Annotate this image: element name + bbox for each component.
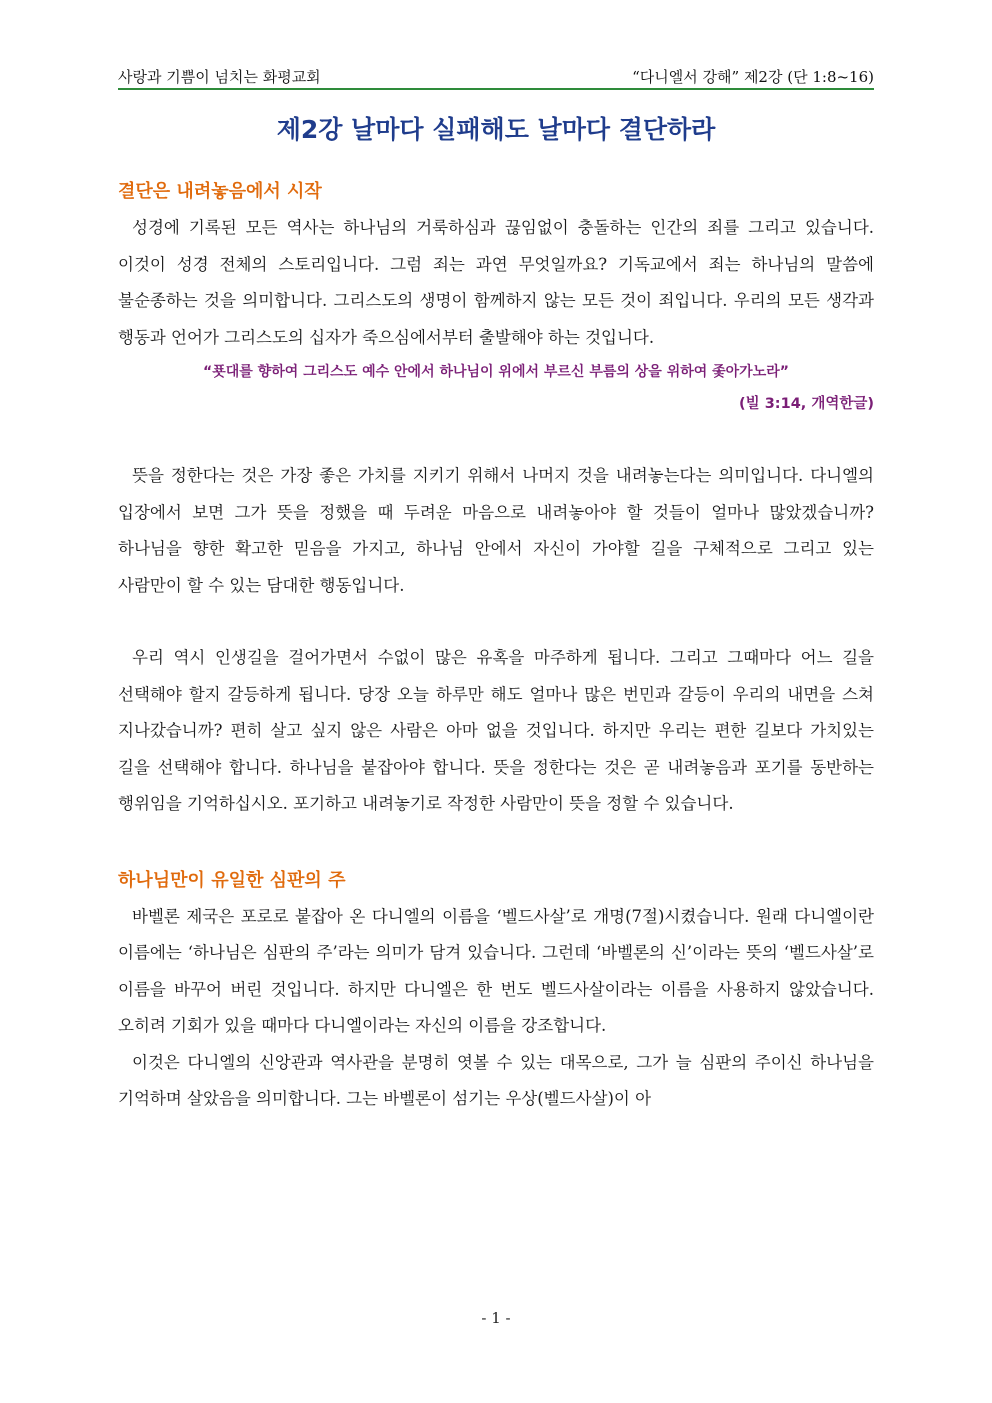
body-paragraph: 뜻을 정한다는 것은 가장 좋은 가치를 지키기 위해서 나머지 것을 내려놓는다는 의미입니다. 다니엘의 입장에서 보면 그가 뜻을 정했을 때 두려운 마음으로 내려놓아야 할 것들이 얼마나 많았겠습니까? 하나님을 향한 확고한 믿음을 가지고, 하나님 안에서 자신이 가야할 길을 구체적으로 그리고 있는 사람만이 할 수 있는 담대한 행동입니다. [118, 466, 874, 595]
section-heading-1: 결단은 내려놓음에서 시작 [118, 181, 322, 202]
body-paragraph: 이것은 다니엘의 신앙관과 역사관을 분명히 엿볼 수 있는 대목으로, 그가 늘 심판의 주이신 하나님을 기억하며 살았음을 의미합니다. 그는 바벨론이 섬기는 우상(벨드사살)이 아 [118, 1052, 874, 1108]
spacer [118, 823, 874, 863]
body-paragraph: 바벨론 제국은 포로로 붙잡아 온 다니엘의 이름을 ‘벨드사살’로 개명(7절)시켰습니다. 원래 다니엘이란 이름에는 ‘하나님은 심판의 주’라는 의미가 담겨 있습니다. 그런데 ‘바벨론의 신’이라는 뜻의 ‘벨드사살’로 이름을 바꾸어 버린 것입니다. 하지만 다니엘은 한 번도 벨드사살이라는 이름을 사용하지 않았습니다. 오히려 기회가 있을 때마다 다니엘이라는 자신의 이름을 강조합니다. [118, 906, 874, 1035]
page-number: - 1 - [481, 1309, 511, 1327]
scripture-reference: (빌 3:14, 개역한글) [739, 396, 874, 412]
spacer [118, 148, 874, 174]
spacer [118, 420, 874, 458]
header-church-name: 사랑과 기쁨이 넘치는 화평교회 [118, 68, 321, 86]
header-series-info: “다니엘서 강해” 제2강 (단 1:8~16) [632, 68, 874, 86]
section-heading-2: 하나님만이 유일한 심판의 주 [118, 869, 346, 891]
document-page [118, 62, 874, 1118]
page-title: 제2강 날마다 실패해도 날마다 결단하라 [276, 115, 716, 144]
body-paragraph: 우리 역시 인생길을 걸어가면서 수없이 많은 유혹을 마주하게 됩니다. 그리고 그때마다 어느 길을 선택해야 할지 갈등하게 됩니다. 당장 오늘 하루만 해도 얼마나 많은 번민과 갈등이 우리의 내면을 스쳐 지나갔습니까? 편히 살고 싶지 않은 사람은 아마 없을 것입니다. 하지만 우리는 편한 길보다 가치있는 길을 선택해야 합니다. 하나님을 붙잡아야 합니다. 뜻을 정한다는 것은 곧 내려놓음과 포기를 동반하는 행위임을 기억하십시오. 포기하고 내려놓기로 작정한 사람만이 뜻을 정할 수 있습니다. [118, 648, 874, 813]
scripture-quote: “푯대를 향하여 그리스도 예수 안에서 하나님이 위에서 부르신 부름의 상을 위하여 좇아가노라” [203, 364, 789, 380]
body-paragraph: 성경에 기록된 모든 역사는 하나님의 거룩하심과 끊임없이 충돌하는 인간의 죄를 그리고 있습니다. 이것이 성경 전체의 스토리입니다. 그럼 죄는 과연 무엇일까요? 기독교에서 죄는 하나님의 말씀에 불순종하는 것을 의미합니다. 그리스도의 생명이 함께하지 않는 모든 것이 죄입니다. 우리의 모든 생각과 행동과 언어가 그리스도의 십자가 죽으심에서부터 출발해야 하는 것입니다. [118, 218, 874, 347]
running-header [118, 62, 874, 90]
spacer [118, 604, 874, 640]
